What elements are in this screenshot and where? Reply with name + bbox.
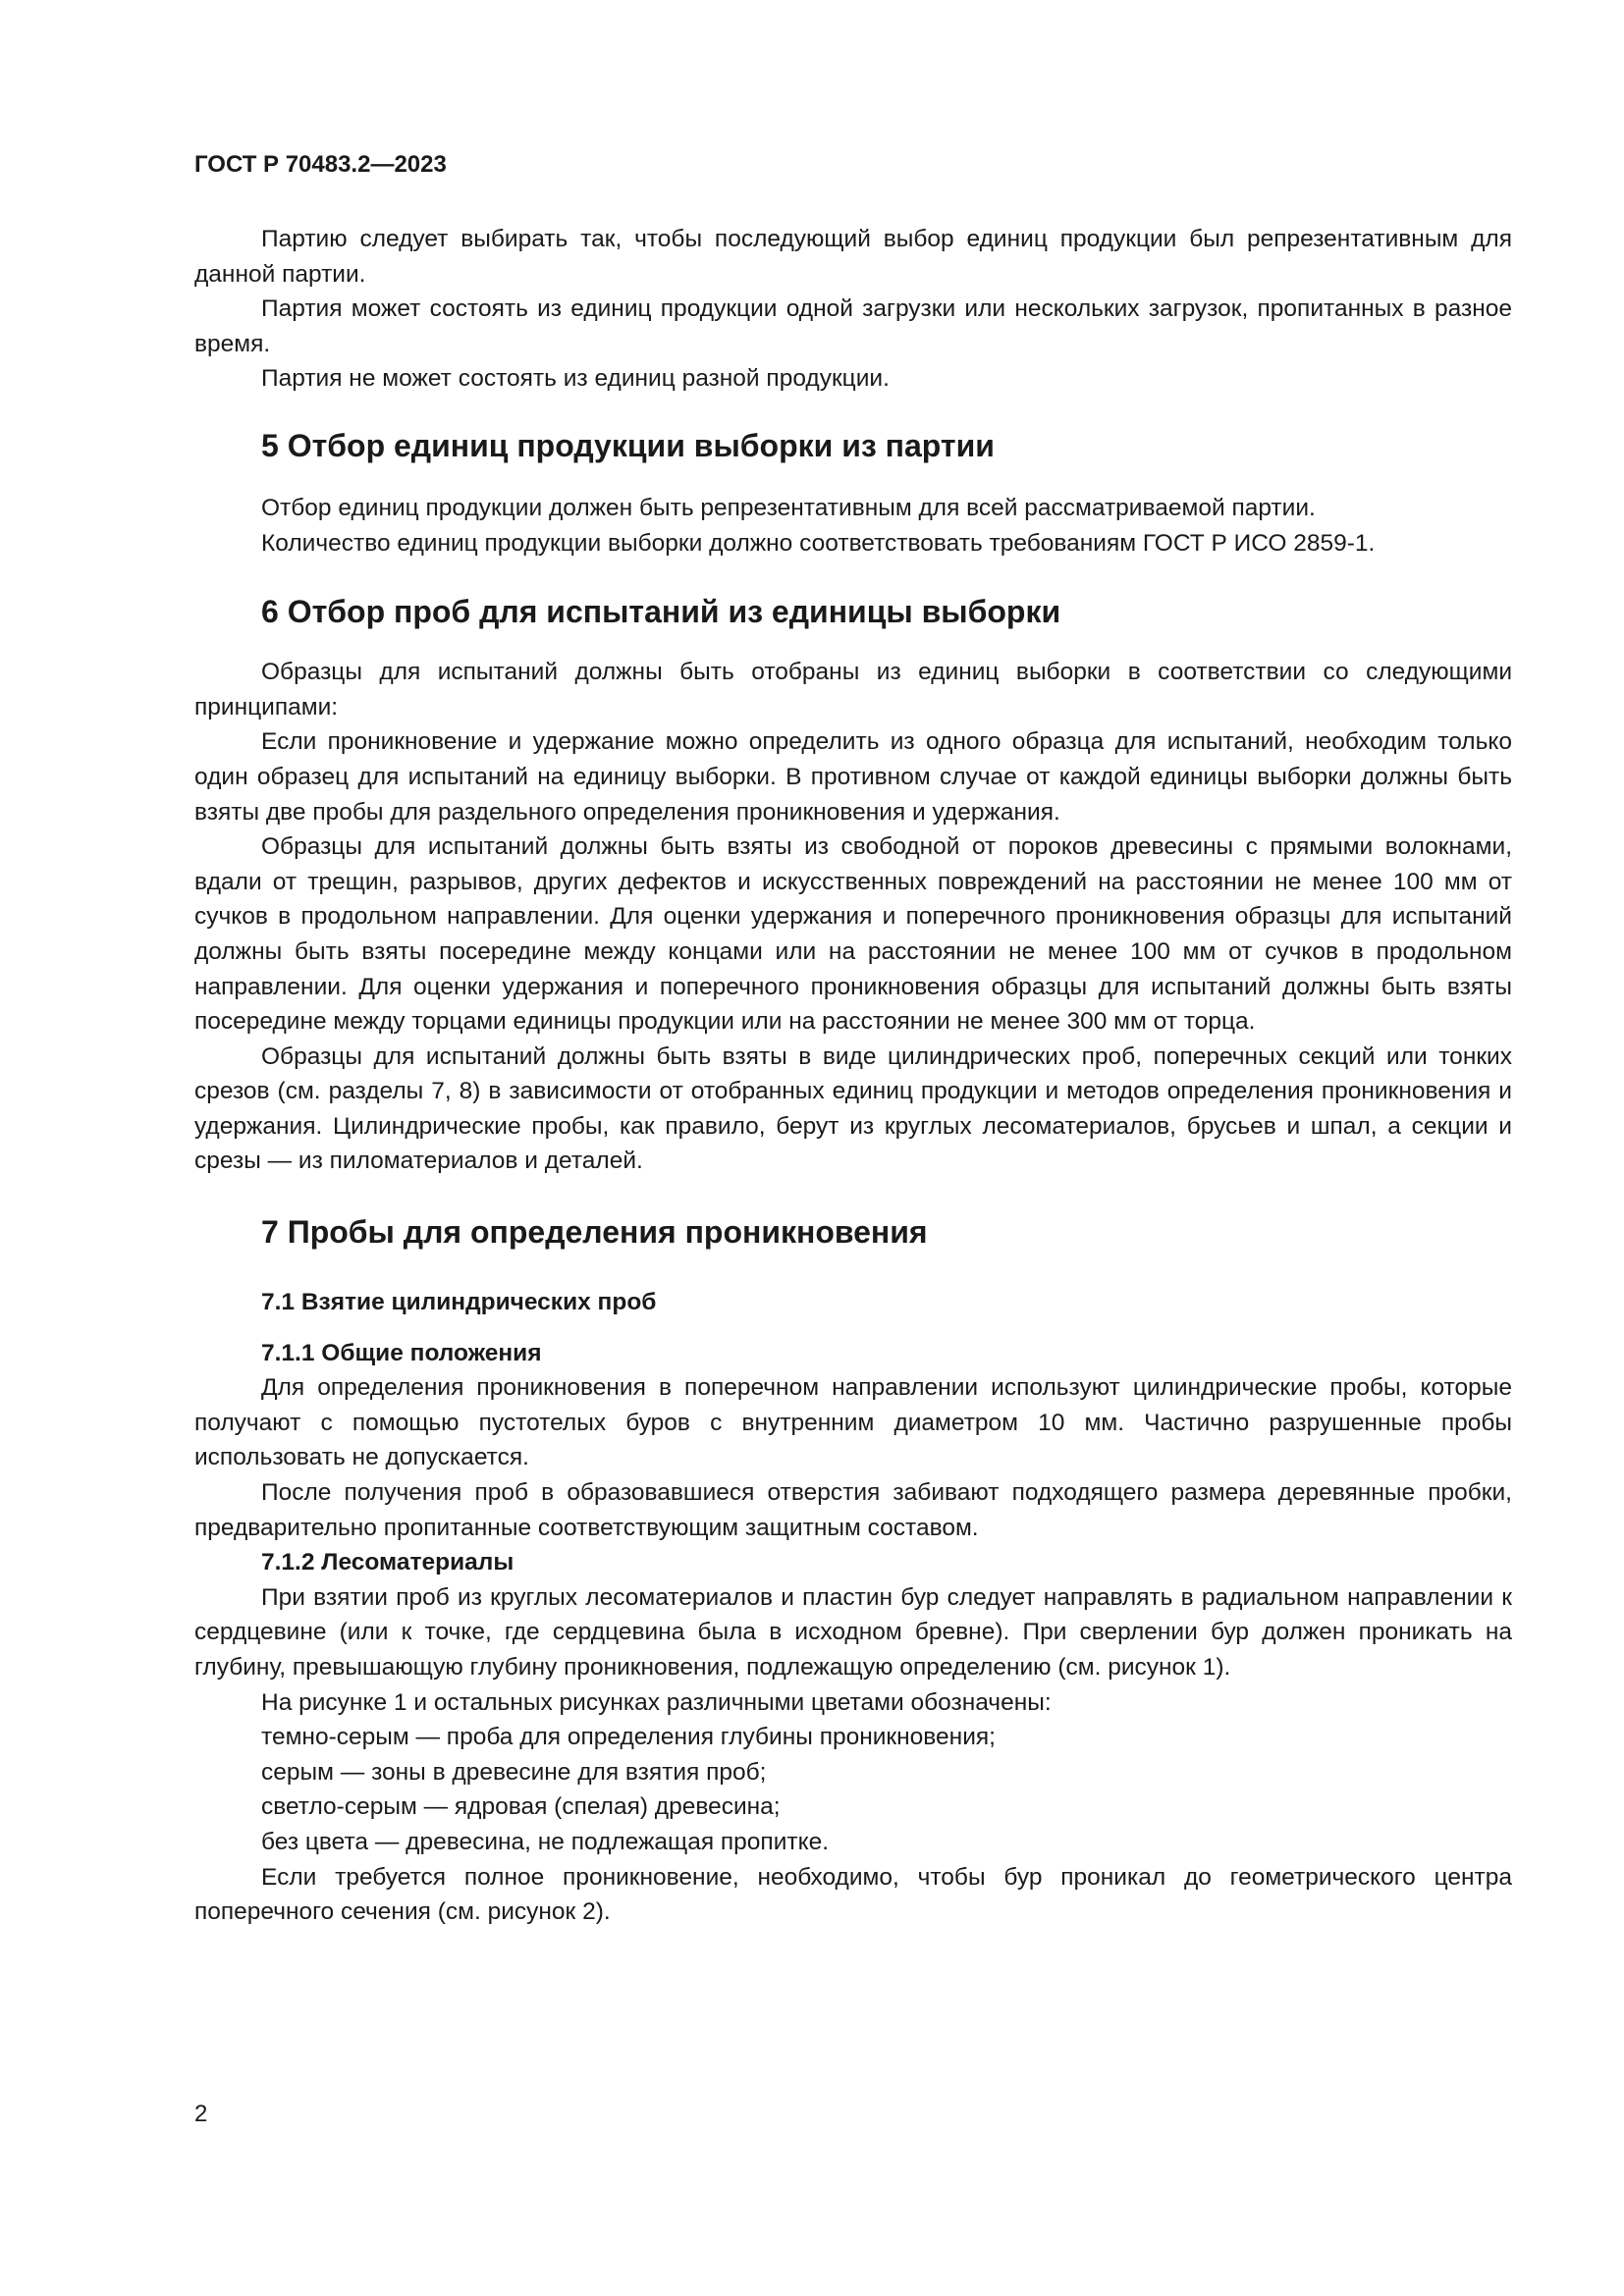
paragraph: Для определения проникновения в поперечном направлении используют цилиндрические пробы, которые получают с помощью пустотелых буров с внутренним диаметром 10 мм. Частично разрушенные пробы использовать не допускается. xyxy=(194,1374,1512,1471)
paragraph: Если проникновение и удержание можно определить из одного образца для испытаний, необходим только один образец для испытаний на единицу выборки. В противном случае от каждой единицы выборки должны быть взяты две пробы для раздельного определения проникновения и удержания. xyxy=(194,728,1512,826)
paragraph: Партию следует выбирать так, чтобы последующий выбор единиц продукции был репрезентативным для данной партии. xyxy=(194,226,1512,288)
paragraph: Образцы для испытаний должны быть взяты из свободной от пороков древесины с прямыми волокнами, вдали от трещин, разрывов, других дефектов и искусственных повреждений на расстоянии не менее 100 мм от сучков в продольном направлении. Для оценки удержания и поперечного проникновения образцы для испытаний должны быть взяты посередине между концами или на расстоянии не менее 100 мм от сучков в продольном направлении. Для оценки удержания и поперечного проникновения образцы для испытаний должны быть взяты посередине между торцами единицы продукции или на расстоянии не менее 300 мм от торца. xyxy=(194,833,1512,1036)
section-heading-6: 6 Отбор проб для испытаний из единицы выборки xyxy=(261,594,1061,630)
paragraph: Партия не может состоять из единиц разной продукции. xyxy=(261,365,890,393)
list-item: темно-серым — проба для определения глубины проникновения; xyxy=(261,1724,996,1751)
paragraph: Отбор единиц продукции должен быть репрезентативным для всей рассматриваемой партии. xyxy=(261,494,1316,521)
paragraph: Если требуется полное проникновение, необходимо, чтобы бур проникал до геометрического центра поперечного сечения (см. рисунок 2). xyxy=(194,1863,1512,1926)
section-heading-5: 5 Отбор единиц продукции выборки из партии xyxy=(261,427,995,463)
page-number: 2 xyxy=(194,2101,208,2127)
paragraph: Количество единиц продукции выборки должно соответствовать требованиям ГОСТ Р ИСО 2859-1. xyxy=(261,529,1376,557)
subsection-heading-7-1-1: 7.1.1 Общие положения xyxy=(261,1339,542,1366)
paragraph: Партия может состоять из единиц продукции одной загрузки или нескольких загрузок, пропитанных в разное время. xyxy=(194,295,1512,357)
paragraph: После получения проб в образовавшиеся отверстия забивают подходящего размера деревянные пробки, предварительно пропитанные соответствующим защитным составом. xyxy=(194,1479,1512,1541)
section-heading-7: 7 Пробы для определения проникновения xyxy=(261,1214,928,1251)
subsection-heading-7-1-2: 7.1.2 Лесоматериалы xyxy=(261,1549,514,1576)
paragraph: Образцы для испытаний должны быть отобраны из единиц выборки в соответствии со следующими принципами: xyxy=(194,659,1512,721)
paragraph: На рисунке 1 и остальных рисунках различными цветами обозначены: xyxy=(261,1688,1052,1716)
list-item: серым — зоны в древесине для взятия проб; xyxy=(261,1758,767,1786)
paragraph: Образцы для испытаний должны быть взяты в виде цилиндрических проб, поперечных секций или тонких срезов (см. разделы 7, 8) в зависимости от отобранных единиц продукции и методов определения проникновения и удержания. Цилиндрические пробы, как правило, берут из круглых лесоматериалов, брусьев и шпал, а секции и срезы — из пиломатериалов и деталей. xyxy=(194,1042,1512,1175)
subsection-heading-7-1: 7.1 Взятие цилиндрических проб xyxy=(261,1289,657,1316)
document-id: ГОСТ Р 70483.2—2023 xyxy=(194,151,447,178)
document-body xyxy=(194,222,1512,1930)
paragraph: При взятии проб из круглых лесоматериалов и пластин бур следует направлять в радиальном направлении к сердцевине (или к точке, где сердцевина была в исходном бревне). При сверлении бур должен проникать на глубину, превышающую глубину проникновения, подлежащую определению (см. рисунок 1). xyxy=(194,1583,1512,1681)
list-item: без цвета — древесина, не подлежащая пропитке. xyxy=(261,1828,830,1855)
list-item: светло-серым — ядровая (спелая) древесина; xyxy=(261,1793,781,1821)
